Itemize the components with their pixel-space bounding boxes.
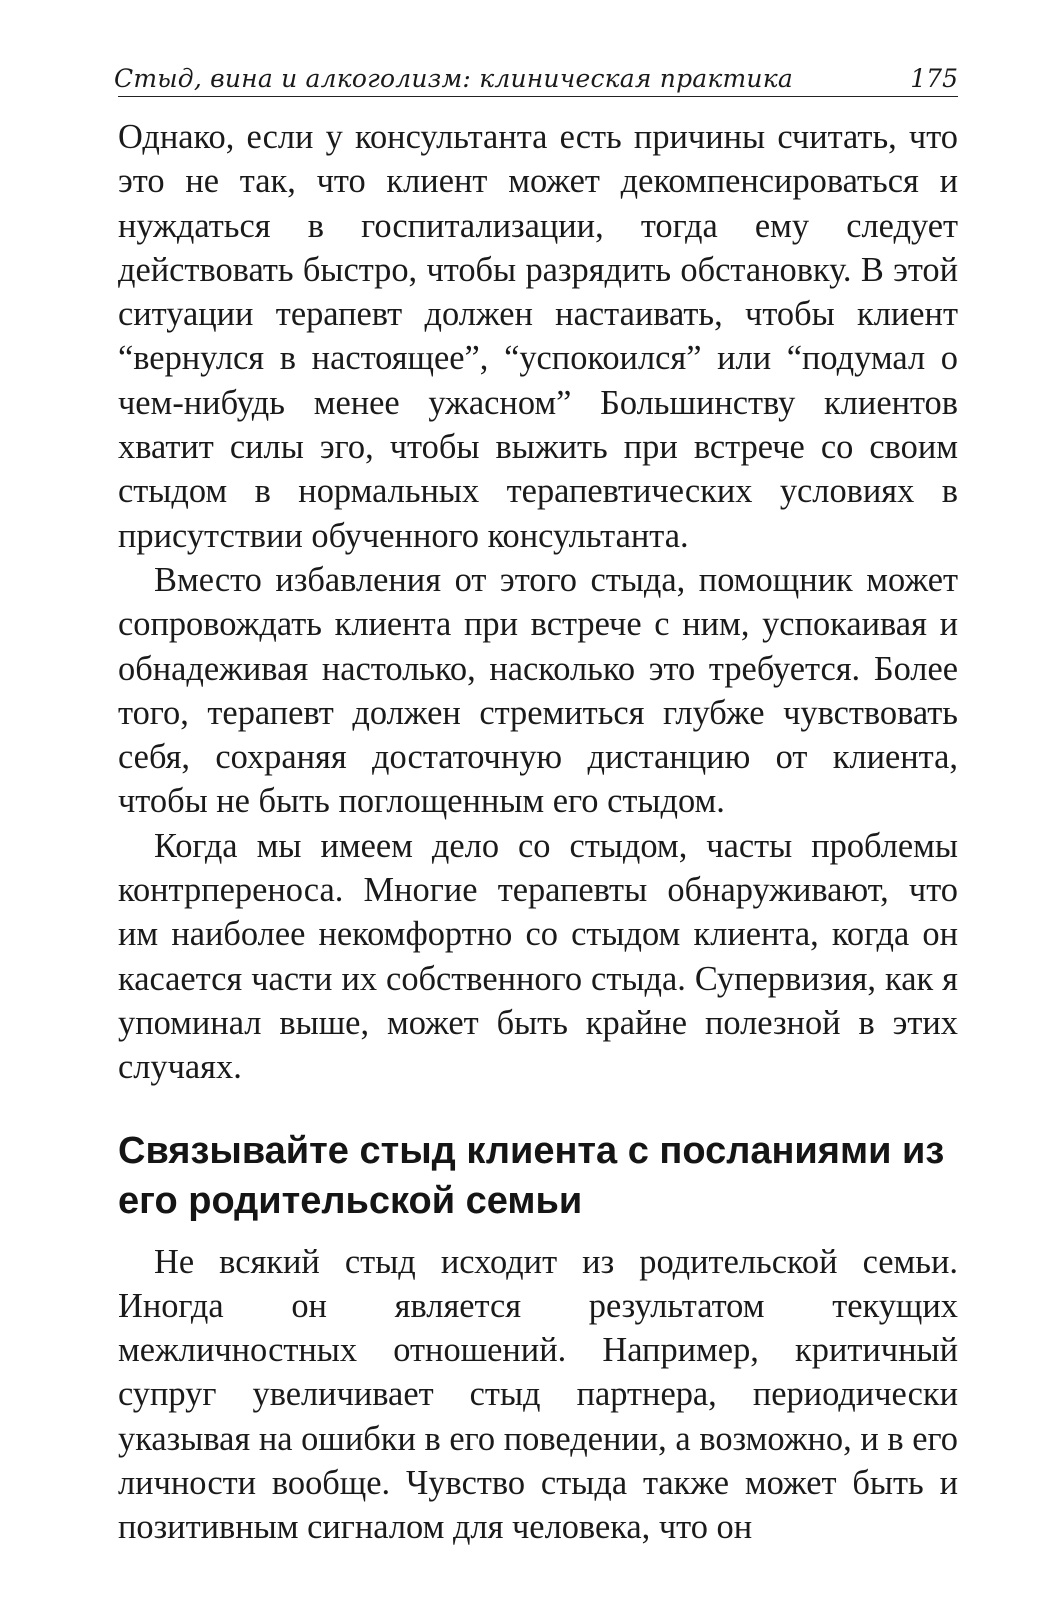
- body-text: [118, 115, 958, 1090]
- paragraph: Вместо избавления от этого стыда, помощник может сопровождать клиента при встрече с ним, успокаивая и обнадеживая настолько, насколько это требуется. Более того, терапевт должен стремиться глубже чувствовать себя, сохраняя достаточную дистанцию от клиента, чтобы не быть поглощенным его стыдом.: [118, 560, 958, 821]
- running-head: [114, 62, 958, 97]
- paragraph: Не всякий стыд исходит из родительской семьи. Иногда он является результатом текущих межличностных отношений. Например, критичный супруг увеличивает стыд партнера, периодически указывая на ошибки в его поведении, а возможно, и в его личности вообще. Чувство стыда также может быть и позитивным сигналом для человека, что он: [118, 1242, 958, 1547]
- paragraph: Когда мы имеем дело со стыдом, часты проблемы контрпереноса. Многие терапевты обнаруживают, что им наиболее некомфортно со стыдом клиента, когда он касается части их собственного стыда. Супервизия, как я упоминал выше, может быть крайне полезной в этих случаях.: [118, 826, 958, 1087]
- section-text: [118, 1240, 958, 1550]
- section-heading: Связывайте стыд клиента с посланиями из его родительской семьи: [118, 1129, 945, 1222]
- running-title: Стыд, вина и алкоголизм: клиническая практика: [114, 64, 793, 93]
- page-number: 175: [910, 64, 958, 93]
- paragraph: Однако, если у консультанта есть причины считать, что это не так, что клиент может декомпенсироваться и нуждаться в госпитализации, тогда ему следует действовать быстро, чтобы разрядить обстановку. В этой ситуации терапевт должен настаивать, чтобы клиент “вернулся в настоящее”, “успокоился” или “подумал о чем-нибудь менее ужасном” Большинству клиентов хватит силы эго, чтобы выжить при встрече со своим стыдом в нормальных терапевтических условиях в присутствии обученного консультанта.: [118, 118, 958, 555]
